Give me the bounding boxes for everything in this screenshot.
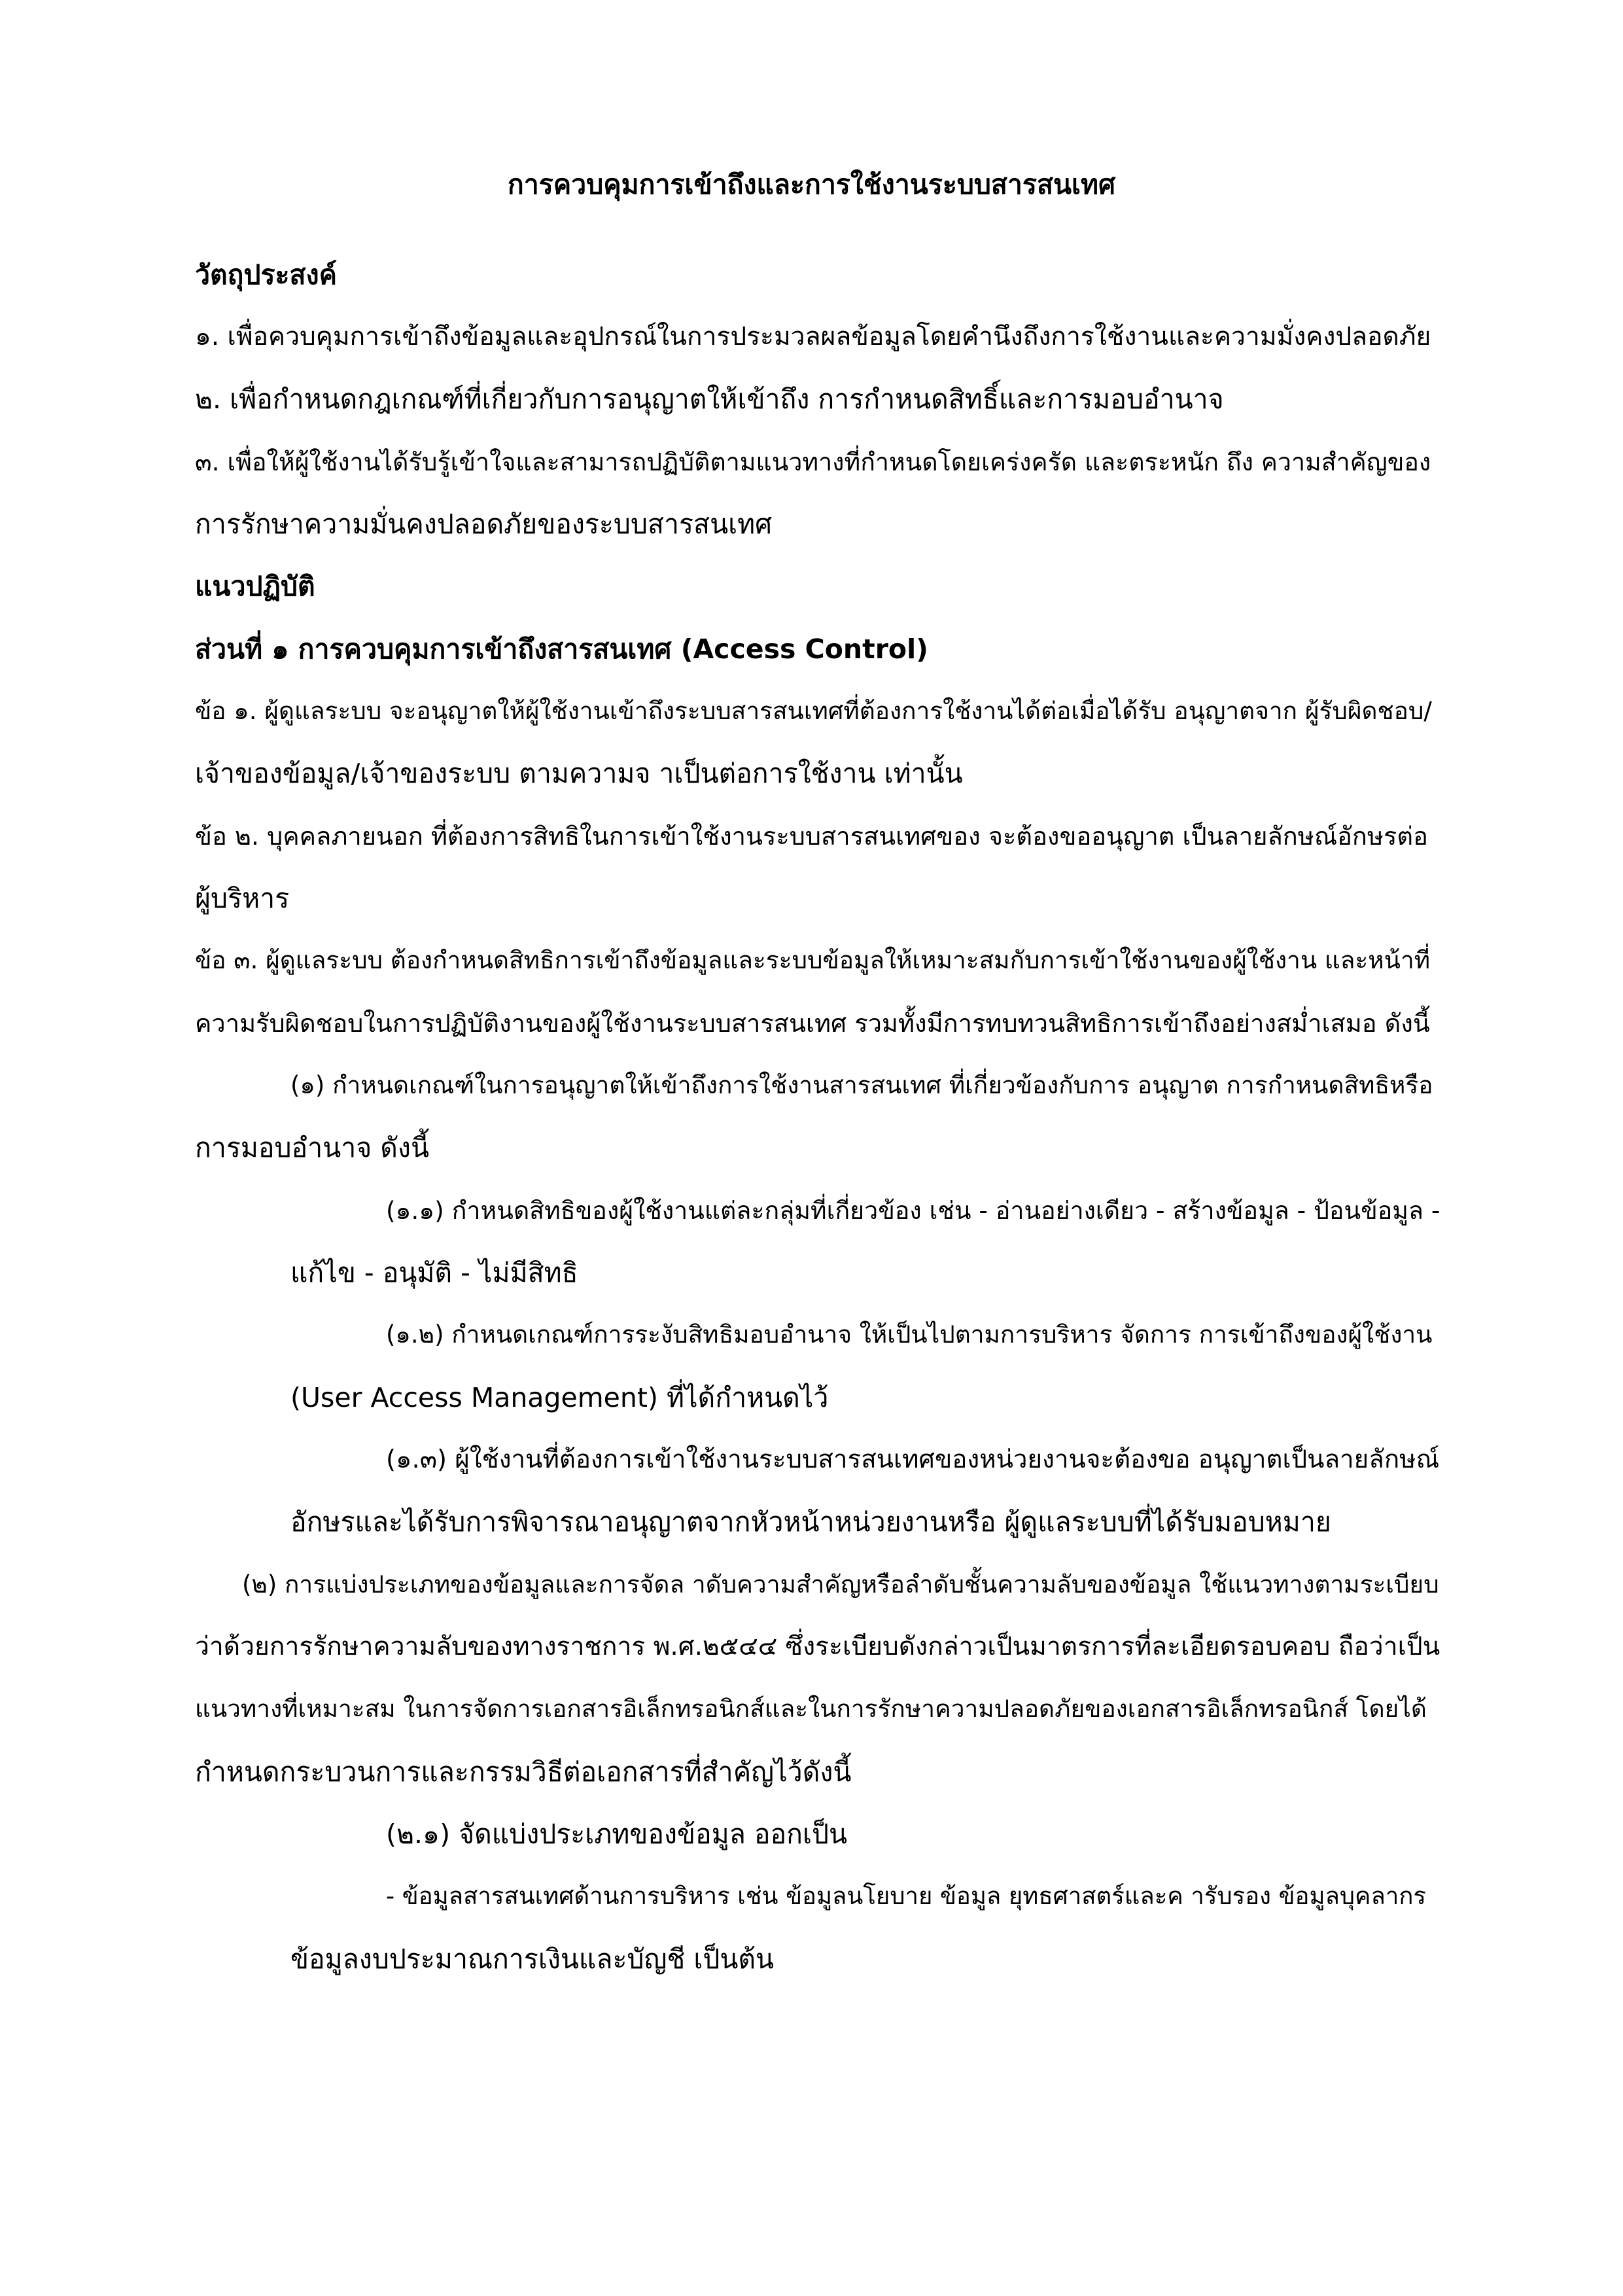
objective-3-cont: การรักษาความมั่นคงปลอดภัยของระบบสารสนเทศ (195, 508, 773, 540)
clause-2-line-2: ผู้บริหาร (195, 883, 290, 914)
clause-3-line-1: ข้อ ๓. ผู้ดูแลระบบ ต้องกำหนดสิทธิการเข้าถึงข้อมูลและระบบข้อมูลให้เหมาะสมกับการเข้าใช้งานของผู้ใช้งาน และหน้าที่ (195, 946, 1431, 974)
document-title: การควบคุมการเข้าถึงและการใช้งานระบบสารสนเทศ (507, 169, 1116, 200)
objective-3: ๓. เพื่อให้ผู้ใช้งานได้รับรู้เข้าใจและสามารถปฏิบัติตามแนวทางที่กำหนดโดยเคร่งครัด และตระหนัก ถึง ความสำคัญของ (195, 448, 1431, 476)
item-1-3-line-2: อักษรและได้รับการพิจารณาอนุญาตจากหัวหน้าหน่วยงานหรือ ผู้ดูแลระบบที่ได้รับมอบหมาย (290, 1506, 1331, 1538)
item-2-1: (๒.๑) จัดแบ่งประเภทของข้อมูล ออกเป็น (386, 1818, 848, 1850)
objective-2: ๒. เพื่อกำหนดกฎเกณฑ์ที่เกี่ยวกับการอนุญาตให้เข้าถึง การกำหนดสิทธิ์และการมอบอำนาจ (195, 383, 1224, 415)
clause-2-line-1: ข้อ ๒. บุคคลภายนอก ที่ต้องการสิทธิในการเข้าใช้งานระบบสารสนเทศของ จะต้องขออนุญาต เป็นลายลักษณ์อักษรต่อ (195, 822, 1428, 851)
section1-heading: ส่วนที่ ๑ การควบคุมการเข้าถึงสารสนเทศ (Access Control) (195, 633, 928, 665)
item-1-1-line-2: แก้ไข - อนุมัติ - ไม่มีสิทธิ (290, 1257, 578, 1288)
item-2-line-3: แนวทางที่เหมาะสม ในการจัดการเอกสารอิเล็กทรอนิกส์และในการรักษาความปลอดภัยของเอกสารอิเล็กทรอนิกส์ โดยได้ (195, 1695, 1427, 1723)
item-1-3-line-1: (๑.๓) ผู้ใช้งานที่ต้องการเข้าใช้งานระบบสารสนเทศของหน่วยงานจะต้องขอ อนุญาตเป็นลายลักษณ์ (386, 1445, 1440, 1474)
item-1-1-line-1: (๑.๑) กำหนดสิทธิของผู้ใช้งานแต่ละกลุ่มที่เกี่ยวข้อง เช่น - อ่านอย่างเดียว - สร้างข้อมูล - ป้อนข้อมูล - (386, 1196, 1440, 1225)
item-2-1-bullet-line-2: ข้อมูลงบประมาณการเงินและบัญชี เป็นต้น (290, 1943, 775, 1975)
item-2-line-4: กำหนดกระบวนการและกรรมวิธีต่อเอกสารที่สำคัญไว้ดังนี้ (195, 1756, 852, 1788)
objective-1: ๑. เพื่อควบคุมการเข้าถึงข้อมูลและอุปกรณ์ในการประมวลผลข้อมูลโดยคำนึงถึงการใช้งานและความมั่งคงปลอดภัย (195, 322, 1431, 351)
item-1-2-line-2: (User Access Management) ที่ได้กำหนดไว้ (290, 1382, 829, 1413)
clause-1-line-2: เจ้าของข้อมูล/เจ้าของระบบ ตามความจ าเป็นต่อการใช้งาน เท่านั้น (195, 758, 963, 789)
item-2-1-bullet-line-1: - ข้อมูลสารสนเทศด้านการบริหาร เช่น ข้อมูลนโยบาย ข้อมูล ยุทธศาสตร์และค ารับรอง ข้อมูลบุคลากร (386, 1882, 1427, 1910)
item-2-line-1: (๒) การแบ่งประเภทของข้อมูลและการจัดล าดับความสำคัญหรือลำดับชั้นความลับของข้อมูล ใช้แนวทางตามระเบียบ (242, 1570, 1439, 1598)
clause-1-line-1: ข้อ ๑. ผู้ดูแลระบบ จะอนุญาตให้ผู้ใช้งานเข้าถึงระบบสารสนเทศที่ต้องการใช้งานได้ต่อเมื่อได้รับ อนุญาตจาก ผู้รับผิดชอบ/ (195, 697, 1432, 725)
item-2-line-2: ว่าด้วยการรักษาความลับของทางราชการ พ.ศ.๒๕๔๔ ซึ่งระเบียบดังกล่าวเป็นมาตรการที่ละเอียดรอบคอบ ถือว่าเป็น (195, 1632, 1440, 1661)
item-1-line-2: การมอบอำนาจ ดังนี้ (195, 1132, 429, 1163)
guidelines-heading: แนวปฏิบัติ (195, 571, 315, 602)
item-1-line-1: (๑) กำหนดเกณฑ์ในการอนุญาตให้เข้าถึงการใช้งานสารสนเทศ ที่เกี่ยวข้องกับการ อนุญาต การกำหนดสิทธิหรือ (290, 1071, 1433, 1099)
clause-3-line-2: ความรับผิดชอบในการปฏิบัติงานของผู้ใช้งานระบบสารสนเทศ รวมทั้งมีการทบทวนสิทธิการเข้าถึงอย่างสม่ำเสมอ ดังนี้ (195, 1009, 1430, 1038)
objectives-heading: วัตถุประสงค์ (195, 259, 338, 291)
item-1-2-line-1: (๑.๒) กำหนดเกณฑ์การระงับสิทธิมอบอำนาจ ให้เป็นไปตามการบริหาร จัดการ การเข้าถึงของผู้ใช้งาน (386, 1320, 1433, 1349)
